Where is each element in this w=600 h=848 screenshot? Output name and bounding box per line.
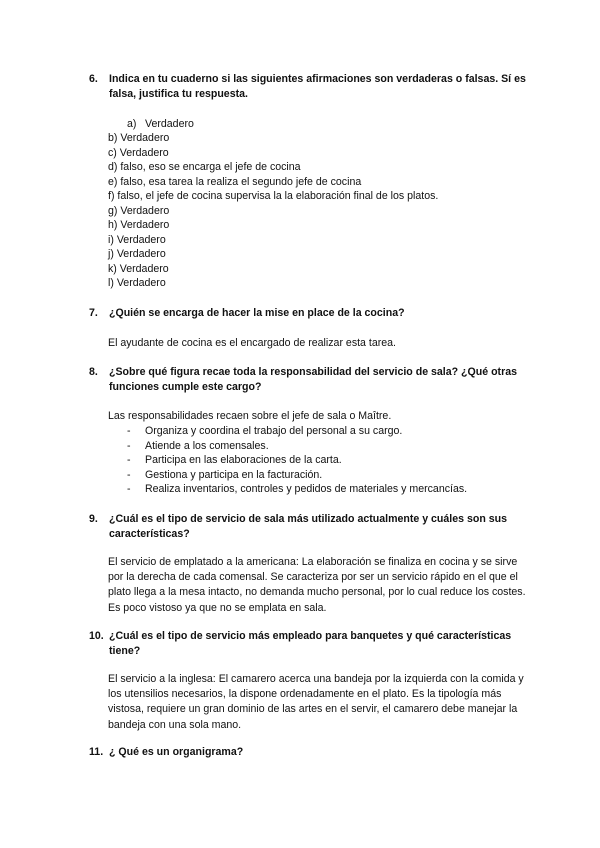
bullet-dash: - bbox=[127, 425, 131, 437]
question-6-number: 6. bbox=[89, 73, 98, 85]
question-9-text: ¿Cuál es el tipo de servicio de sala más utilizado actualmente y cuáles son sus características? bbox=[109, 513, 508, 540]
bullet-item: Gestiona y participa en la facturación. bbox=[145, 469, 323, 481]
answer-item-a-text: Verdadero bbox=[145, 118, 194, 130]
question-8-text: ¿Sobre qué figura recae toda la responsabilidad del servicio de sala? ¿Qué otras funciones cumple este cargo? bbox=[109, 366, 517, 393]
question-7-text: ¿Quién se encarga de hacer la mise en place de la cocina? bbox=[109, 307, 405, 319]
answer-item: d) falso, eso se encarga el jefe de cocina bbox=[108, 161, 301, 173]
answer-item: f) falso, el jefe de cocina supervisa la la elaboración final de los platos. bbox=[108, 190, 439, 202]
bullet-item: Atiende a los comensales. bbox=[145, 440, 269, 452]
bullet-dash: - bbox=[127, 440, 131, 452]
bullet-item: Realiza inventarios, controles y pedidos de materiales y mercancías. bbox=[145, 483, 468, 495]
bullet-dash: - bbox=[127, 469, 131, 481]
question-10-number: 10. bbox=[89, 630, 104, 642]
question-6-text: Indica en tu cuaderno si las siguientes afirmaciones son verdaderas o falsas. Sí es falsa, justifica tu respuesta. bbox=[109, 73, 526, 100]
answer-item: k) Verdadero bbox=[108, 263, 169, 275]
bullet-dash: - bbox=[127, 483, 131, 495]
question-9-answer: El servicio de emplatado a la americana: La elaboración se finaliza en cocina y se sirve por la derecha de cada comensal. Se caracteriza por ser un servicio rápido en el que el plato llega a la mesa intacto, no demanda mucho personal, por lo cual reduce los costes. Es poco vistoso ya que no se emplata en sala. bbox=[108, 556, 526, 614]
question-10-text: ¿Cuál es el tipo de servicio más empleado para banquetes y qué características tiene? bbox=[109, 630, 512, 657]
bullet-item: Participa en las elaboraciones de la carta. bbox=[145, 454, 342, 466]
question-8-number: 8. bbox=[89, 366, 98, 378]
question-11-text: ¿ Qué es un organigrama? bbox=[109, 746, 244, 758]
question-10 bbox=[89, 629, 539, 659]
question-6 bbox=[89, 72, 539, 102]
answer-item: e) falso, esa tarea la realiza el segundo jefe de cocina bbox=[108, 176, 362, 188]
answer-item: c) Verdadero bbox=[108, 147, 169, 159]
question-7-answer: El ayudante de cocina es el encargado de realizar esta tarea. bbox=[108, 337, 396, 349]
answer-item: b) Verdadero bbox=[108, 132, 170, 144]
answer-item-a-marker: a) bbox=[127, 118, 137, 130]
answer-item: j) Verdadero bbox=[108, 248, 166, 260]
question-7 bbox=[89, 306, 539, 321]
question-10-answer: El servicio a la inglesa: El camarero acerca una bandeja por la izquierda con la comida y los utensilios necesarios, la dispone ordenadamente en el plato. Es la tipología más vistosa, requiere un gran dominio de las artes en el servir, el camarero debe manejar la bandeja con una sola mano. bbox=[108, 673, 524, 731]
question-8 bbox=[89, 365, 539, 395]
question-9 bbox=[89, 512, 539, 542]
bullet-dash: - bbox=[127, 454, 131, 466]
answer-item: h) Verdadero bbox=[108, 219, 170, 231]
question-11-number: 11. bbox=[89, 746, 104, 758]
answer-item: l) Verdadero bbox=[108, 277, 166, 289]
answer-item: i) Verdadero bbox=[108, 234, 166, 246]
bullet-item: Organiza y coordina el trabajo del personal a su cargo. bbox=[145, 425, 403, 437]
question-7-number: 7. bbox=[89, 307, 98, 319]
question-9-number: 9. bbox=[89, 513, 98, 525]
question-11 bbox=[89, 745, 539, 760]
answer-item: g) Verdadero bbox=[108, 205, 170, 217]
question-8-answer-intro: Las responsabilidades recaen sobre el jefe de sala o Maître. bbox=[108, 410, 392, 422]
